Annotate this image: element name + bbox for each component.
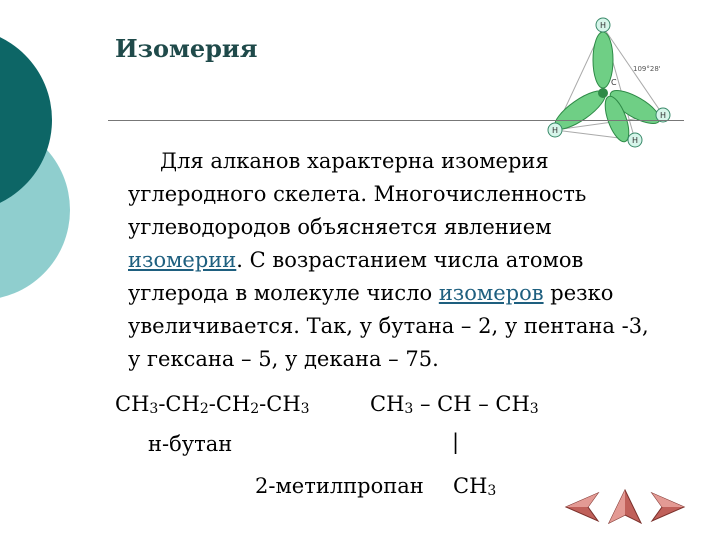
butane-name: н-бутан — [148, 432, 233, 456]
next-arrow-icon[interactable] — [648, 487, 688, 527]
isomerism-link[interactable]: изомерии — [128, 248, 237, 272]
branch-methyl: $CH_3$ — [453, 474, 497, 499]
c-atom-label: C — [611, 78, 617, 87]
text-fragment: углерода в молекуле число — [128, 281, 439, 305]
text-fragment: . С возрастанием числа атомов — [236, 248, 584, 272]
decorative-circles — [0, 0, 110, 540]
text-line: углеводородов объясняется явлением — [128, 215, 552, 239]
slide-title: Изомерия — [115, 34, 258, 63]
h-atom-label: H — [599, 21, 607, 30]
text-line: у гексана – 5, у декана – 75. — [128, 347, 439, 371]
butane-formula: $CH_3-CH_2-CH_2-CH_3$ — [115, 392, 310, 417]
text-fragment: резко — [543, 281, 614, 305]
prev-arrow-icon[interactable] — [562, 487, 602, 527]
text-line: углеродного скелета. Многочисленность — [128, 182, 587, 206]
h-atom-label: H — [659, 111, 667, 120]
methane-molecule-illustration — [535, 15, 680, 155]
text-line — [128, 277, 698, 310]
branch-bond: | — [452, 430, 460, 454]
h-atom-label: H — [551, 126, 559, 135]
title-divider — [108, 120, 684, 121]
h-atom-label: H — [631, 136, 639, 145]
text-line: Для алканов характерна изомерия — [160, 149, 549, 173]
bond-angle-label: 109°28' — [633, 65, 661, 73]
isobutane-formula: $CH_3$ – CH – $CH_3$ — [370, 392, 539, 417]
isomers-link[interactable]: изомеров — [438, 281, 544, 305]
isobutane-name: 2-метилпропан — [255, 474, 424, 498]
text-line — [128, 244, 698, 277]
body-paragraph — [128, 145, 698, 376]
text-line: увеличивается. Так, у бутана – 2, у пентана -3, — [128, 314, 649, 338]
home-arrow-icon[interactable] — [605, 487, 645, 527]
